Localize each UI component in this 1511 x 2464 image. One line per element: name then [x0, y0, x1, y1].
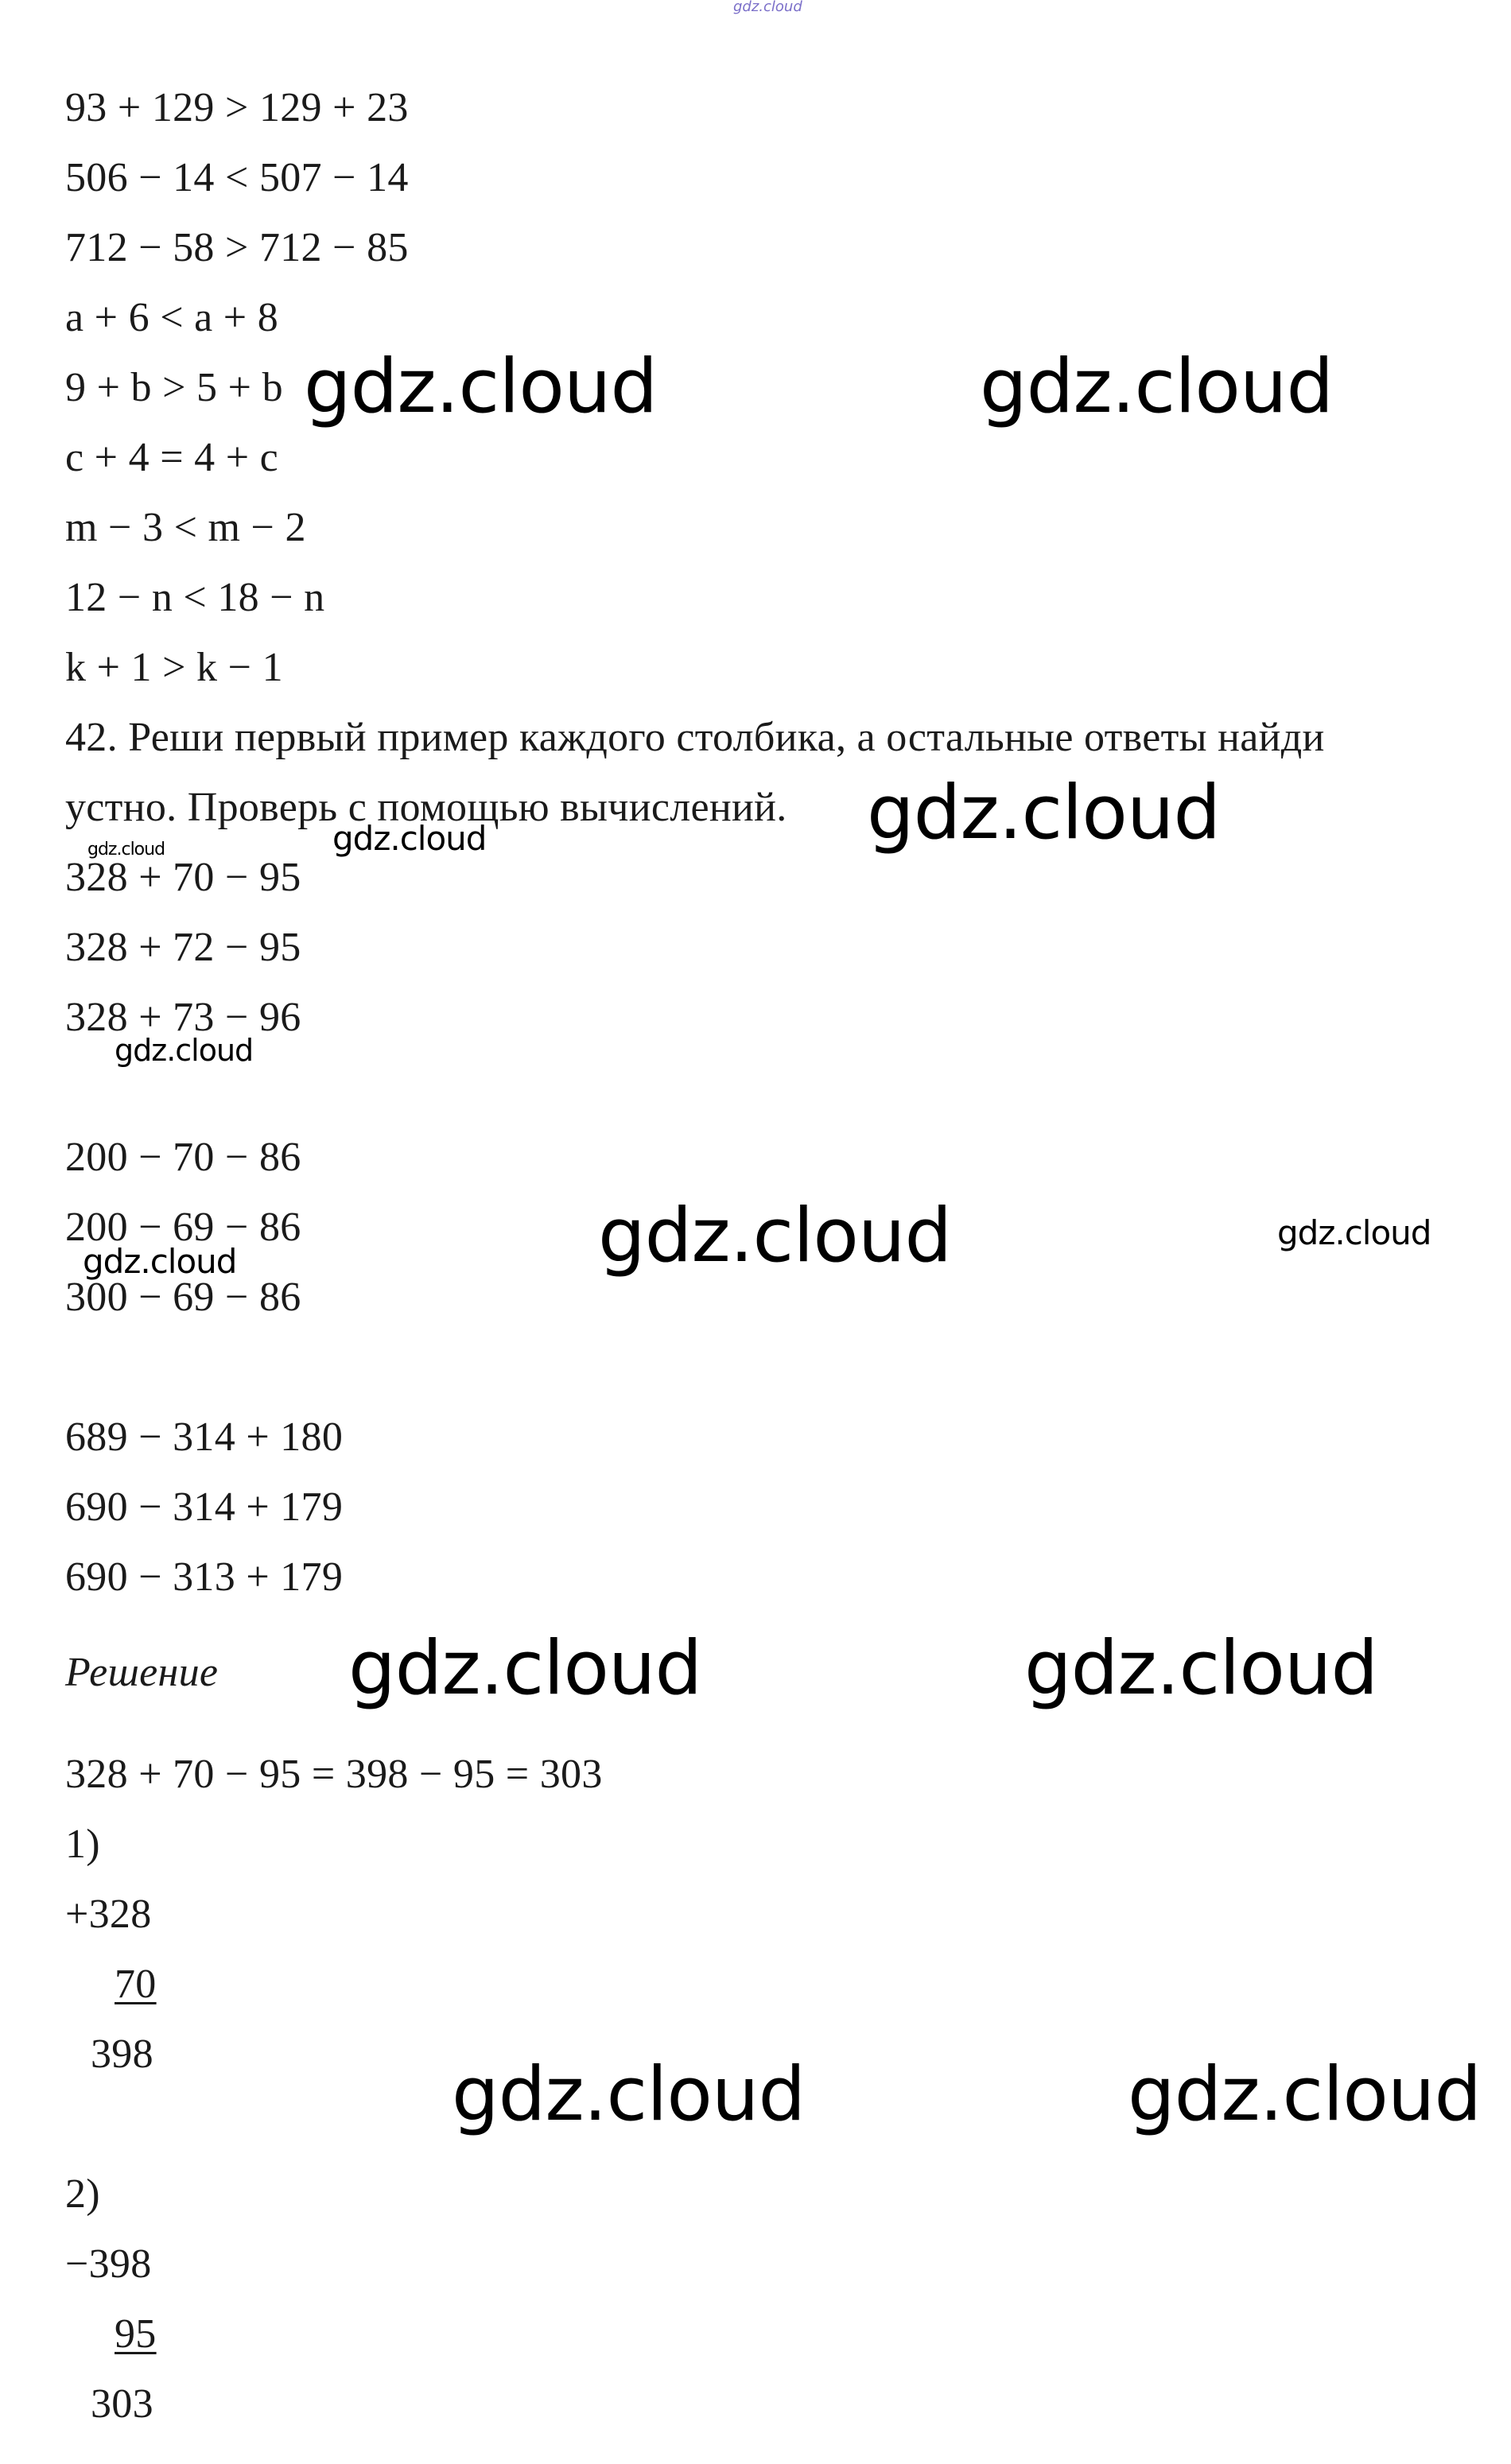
- column-operand: 95: [115, 2311, 157, 2357]
- column-operand: 70: [115, 1961, 157, 2007]
- column-operand: −398: [65, 2241, 152, 2287]
- inequality-line: k + 1 > k − 1: [65, 645, 283, 690]
- watermark: gdz.cloud: [980, 343, 1334, 430]
- watermark: gdz.cloud: [115, 1033, 254, 1068]
- watermark: gdz.cloud: [332, 819, 487, 858]
- watermark: gdz.cloud: [87, 840, 165, 859]
- expression-line: 328 + 73 − 96: [65, 995, 301, 1040]
- column-operand: +328: [65, 1892, 152, 1937]
- watermark: gdz.cloud: [83, 1242, 237, 1281]
- watermark: gdz.cloud: [598, 1193, 952, 1279]
- expression-line: 689 − 314 + 180: [65, 1414, 344, 1460]
- step-number: 1): [65, 1822, 100, 1867]
- watermark: gdz.cloud: [348, 1625, 702, 1712]
- task-statement-line: 42. Реши первый пример каждого столбика, а остальные ответы найди: [65, 715, 1325, 760]
- expression-line: 200 − 69 − 86: [65, 1205, 301, 1250]
- step-number: 2): [65, 2171, 100, 2217]
- expression-line: 690 − 313 + 179: [65, 1554, 344, 1600]
- inequality-line: 712 − 58 > 712 − 85: [65, 225, 409, 270]
- column-result: 398: [91, 2031, 153, 2077]
- inequality-line: 12 − n < 18 − n: [65, 575, 325, 620]
- expression-line: 328 + 72 − 95: [65, 925, 301, 970]
- watermark: gdz.cloud: [1024, 1625, 1378, 1712]
- inequality-line: a + 6 < a + 8: [65, 295, 279, 340]
- column-result: 303: [91, 2381, 153, 2427]
- solution-heading: Решение: [65, 1650, 219, 1695]
- watermark: gdz.cloud: [867, 770, 1221, 856]
- expression-line: 200 − 70 − 86: [65, 1135, 301, 1180]
- watermark: gdz.cloud: [1128, 2051, 1482, 2138]
- inequality-line: 93 + 129 > 129 + 23: [65, 85, 409, 130]
- watermark: gdz.cloud: [452, 2051, 806, 2138]
- solution-line: 328 + 70 − 95 = 398 − 95 = 303: [65, 1752, 603, 1797]
- expression-line: 300 − 69 − 86: [65, 1275, 301, 1320]
- inequality-line: m − 3 < m − 2: [65, 505, 306, 550]
- expression-line: 690 − 314 + 179: [65, 1484, 344, 1530]
- inequality-line: c + 4 = 4 + c: [65, 435, 279, 480]
- watermark: gdz.cloud: [1277, 1213, 1431, 1252]
- inequality-line: 9 + b > 5 + b: [65, 365, 283, 410]
- watermark-top: gdz.cloud: [733, 0, 802, 15]
- expression-line: 328 + 70 − 95: [65, 855, 301, 900]
- task-statement-line: устно. Проверь с помощью вычислений.: [65, 785, 787, 830]
- watermark: gdz.cloud: [304, 343, 658, 430]
- inequality-line: 506 − 14 < 507 − 14: [65, 155, 409, 200]
